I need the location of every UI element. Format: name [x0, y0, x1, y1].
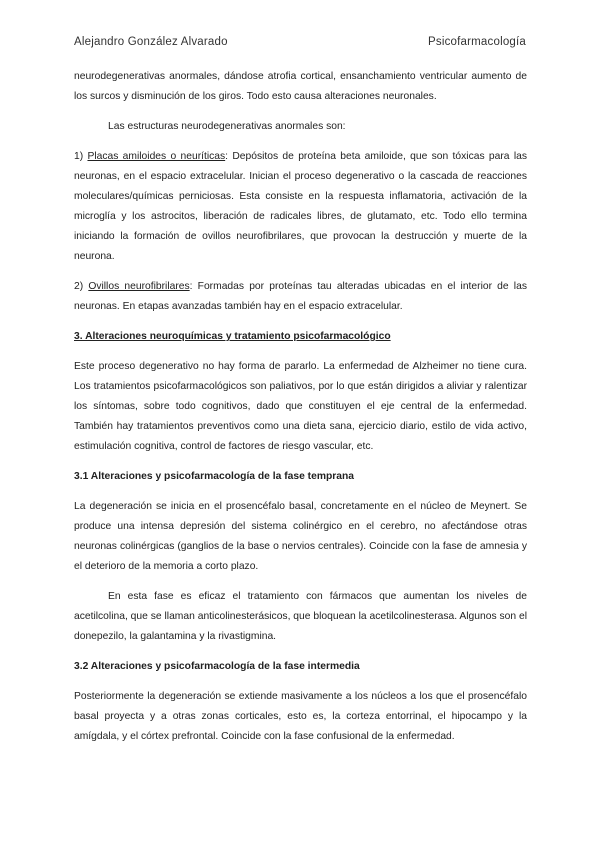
page-header — [74, 36, 526, 52]
paragraph-treatment: Este proceso degenerativo no hay forma de pararlo. La enfermedad de Alzheimer no tiene cura. Los tratamientos psicofarmacológicos son paliativos, por lo que están dirigidos a aliviar y ralentizar los síntomas, sobre todo cognitivos, dado que constituyen el eje central de la enfermedad. También hay tratamientos preventivos como una dieta sana, ejercicio diario, estilo de vida activo, estimulación cognitiva, control de factores de riesgo vascular, etc. — [74, 361, 527, 452]
item-text: : Depósitos de proteína beta amiloide, que son tóxicas para las neuronas, en el espacio extracelular. Inician el proceso degenerativo o la cascada de reacciones moleculares/químicas perniciosas. Esta consiste en la respuesta inflamatoria, activación de la microglía y los astrocitos, liberación de radicales libres, de glutamato, etc. Todo ello termina iniciando la formación de ovillos neurofibrilares, que provocan la destrucción y muerte de la neurona. — [74, 151, 527, 262]
paragraph-atrophy: neurodegenerativas anormales, dándose atrofia cortical, ensanchamiento ventricular aumento de los surcos y disminución de los giros. Todo esto causa alteraciones neuronales. — [74, 71, 527, 102]
list-item-amyloid-plaques — [74, 147, 527, 267]
paragraph-early-treatment: En esta fase es eficaz el tratamiento con fármacos que aumentan los niveles de acetilcolina, que se llaman anticolinesterásicos, que bloquean la acetilcolinesterasa. Algunos son el donepezilo, la galantamina y la rivastigmina. — [74, 591, 527, 642]
paragraph-intermediate-phase: Posteriormente la degeneración se extiende masivamente a los núcleos a los que el prosencéfalo basal proyecta y a otras zonas corticales, esto es, la corteza entorrinal, el hipocampo y la amígdala, y el córtex prefrontal. Coincide con la fase confusional de la enfermedad. — [74, 691, 527, 742]
document-body — [74, 67, 527, 757]
term-amyloid-plaques: Placas amiloides o neuríticas — [87, 151, 226, 162]
item-number: 2) — [74, 281, 89, 292]
header-author: Alejandro González Alvarado — [74, 36, 228, 48]
section-3-heading: 3. Alteraciones neuroquímicas y tratamiento psicofarmacológico — [74, 331, 391, 342]
header-subject: Psicofarmacología — [428, 36, 526, 48]
list-item-neurofibrillary-tangles — [74, 277, 527, 317]
section-3-2-heading: 3.2 Alteraciones y psicofarmacología de la fase intermedia — [74, 661, 360, 672]
term-neurofibrillary-tangles: Ovillos neurofibrilares — [88, 281, 190, 292]
paragraph-structures-intro: Las estructuras neurodegenerativas anormales son: — [108, 121, 346, 132]
section-3-1-heading: 3.1 Alteraciones y psicofarmacología de la fase temprana — [74, 471, 355, 482]
item-number: 1) — [74, 151, 88, 162]
item-text: : Formadas por proteínas tau alteradas ubicadas en el interior de las neuronas. En etapas avanzadas también hay en el espacio extracelular. — [74, 281, 527, 312]
paragraph-early-phase: La degeneración se inicia en el prosencéfalo basal, concretamente en el núcleo de Meynert. Se produce una intensa depresión del sistema colinérgico en el cerebro, no afectándose otras neuronas colinérgicas (ganglios de la base o nervios centrales). Coincide con la fase de amnesia y el deterioro de la memoria a corto plazo. — [74, 501, 527, 572]
